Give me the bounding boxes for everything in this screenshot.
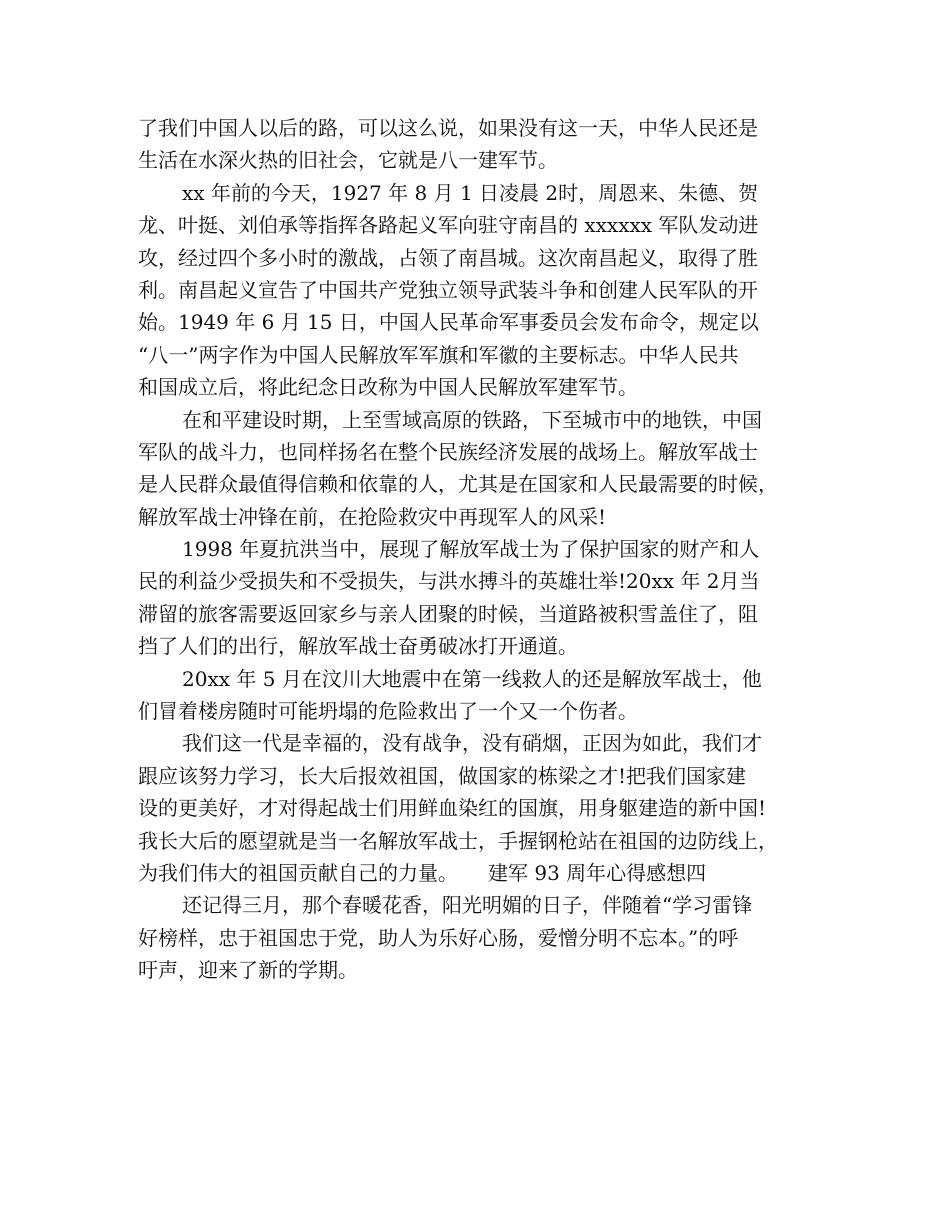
text-line: 解放军战士冲锋在前，在抢险救灾中再现军人的风采! [138, 504, 607, 529]
paragraph-start-line: 还记得三月，那个春暖花香，阳光明媚的日子，伴随着“学习雷锋 [182, 893, 753, 918]
text-line: 龙、叶挺、刘伯承等指挥各路起义军向驻守南昌的 xxxxxx 军队发动进 [138, 213, 759, 238]
text-line: 滞留的旅客需要返回家乡与亲人团聚的时候，当道路被积雪盖住了，阻 [138, 601, 758, 626]
text-line: 民的利益少受损失和不受损失，与洪水搏斗的英雄壮举!20xx 年 2月当 [138, 569, 760, 594]
text-line: 吁声，迎来了新的学期。 [138, 958, 358, 983]
document-body [138, 112, 828, 987]
text-line: “八一”两字作为中国人民解放军军旗和军徽的主要标志。中华人民共 [138, 342, 739, 367]
text-line: 好榜样，忠于祖国忠于党，助人为乐好心肠，爱憎分明不忘本。”的呼 [138, 925, 739, 950]
text-line: 军队的战斗力，也同样扬名在整个民族经济发展的战场上。解放军战士 [138, 439, 758, 464]
text-line: 是人民群众最值得信赖和依靠的人，尤其是在国家和人民最需要的时候， [138, 472, 778, 497]
text-line: 始。1949 年 6 月 15 日，中国人民革命军事委员会发布命令，规定以 [138, 310, 759, 335]
text-line: 攻，经过四个多小时的激战，占领了南昌城。这次南昌起义，取得了胜 [138, 245, 758, 270]
text-line: 和国成立后，将此纪念日改称为中国人民解放军建军节。 [138, 375, 638, 400]
text-line: 挡了人们的出行，解放军战士奋勇破冰打开通道。 [138, 634, 578, 659]
text-line: 生活在水深火热的旧社会，它就是八一建军节。 [138, 148, 558, 173]
text-line: 们冒着楼房随时可能坍塌的危险救出了一个又一个伤者。 [138, 699, 638, 724]
text-line: 利。南昌起义宣告了中国共产党独立领导武装斗争和创建人民军队的开 [138, 277, 758, 302]
paragraph-start-line: 1998 年夏抗洪当中，展现了解放军战士为了保护国家的财产和人 [182, 537, 760, 562]
paragraph-start-line: 我们这一代是幸福的，没有战争，没有硝烟，正因为如此，我们才 [182, 731, 762, 756]
text-line: 我长大后的愿望就是当一名解放军战士，手握钢枪站在祖国的边防线上， [138, 828, 778, 853]
paragraph-start-line: xx 年前的今天，1927 年 8 月 1 日凌晨 2时，周恩来、朱德、贺 [182, 180, 759, 205]
text-line: 为我们伟大的祖国贡献自己的力量。 建军 93 周年心得感想四 [138, 860, 707, 885]
text-line: 跟应该努力学习，长大后报效祖国，做国家的栋梁之才!把我们国家建 [138, 763, 747, 788]
text-line: 了我们中国人以后的路，可以这么说，如果没有这一天，中华人民还是 [138, 116, 758, 140]
paragraph-start-line: 20xx 年 5 月在汶川大地震中在第一线救人的还是解放军战士，他 [182, 666, 762, 691]
text-line: 设的更美好，才对得起战士们用鲜血染红的国旗，用身躯建造的新中国! [138, 796, 767, 821]
paragraph-start-line: 在和平建设时期，上至雪域高原的铁路，下至城市中的地铁，中国 [182, 407, 762, 432]
